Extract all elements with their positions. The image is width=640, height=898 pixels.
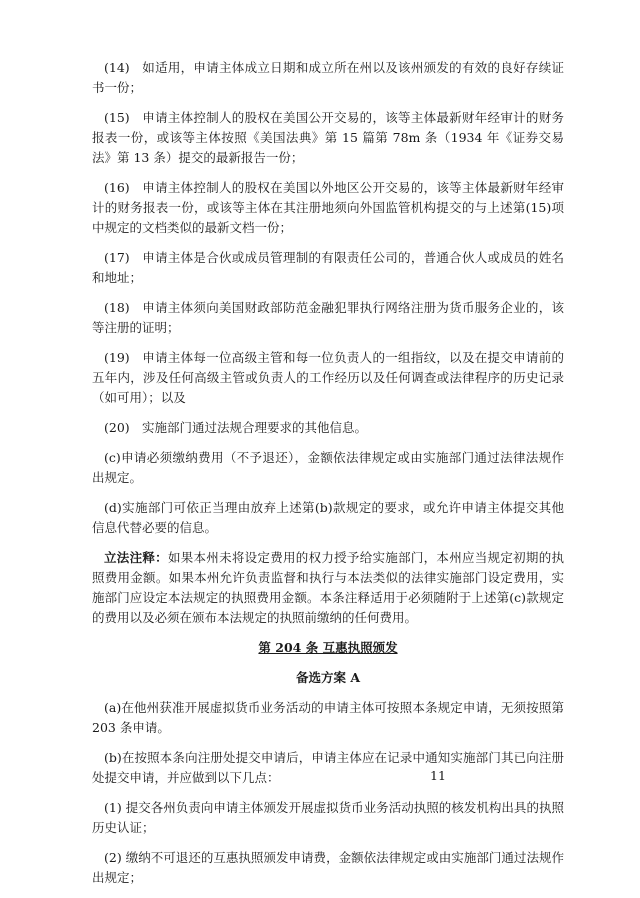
page-number: 11 xyxy=(430,768,446,783)
paragraph-b: (b)在按照本条向注册处提交申请后，申请主体应在记录中通知实施部门其已向注册处提交申请，并应做到以下几点： xyxy=(92,750,564,785)
paragraph-d: (d)实施部门可依正当理由放弃上述第(b)款规定的要求，或允许申请主体提交其他信息代替必要的信息。 xyxy=(92,500,564,535)
item-text: 申请主体须向美国财政部防范金融犯罪执行网络注册为货币服务企业的，该等注册的证明； xyxy=(92,300,564,335)
numbered-item xyxy=(92,248,564,288)
item-number: (19) xyxy=(104,350,130,365)
subitem-2: (2) 缴纳不可退还的互惠执照颁发申请费，金额依法律规定或由实施部门通过法规作出规定； xyxy=(92,850,564,885)
paragraph-a: (a)在他州获准开展虚拟货币业务活动的申请主体可按照本条规定申请，无须按照第 203 条申请。 xyxy=(92,700,564,735)
item-number: (20) xyxy=(104,420,130,435)
numbered-item xyxy=(92,58,564,98)
item-number: (16) xyxy=(104,180,130,195)
item-number: (14) xyxy=(104,60,130,75)
section-title: 第 204 条 互惠执照颁发 xyxy=(258,640,398,655)
numbered-item xyxy=(92,108,564,168)
item-number: (18) xyxy=(104,300,130,315)
item-text: 申请主体控制人的股权在美国公开交易的，该等主体最新财年经审计的财务报表一份，或该等主体按照《美国法典》第 15 篇第 78m 条（1934 年《证券交易法》第 13 条）提交的最新报告一份； xyxy=(92,110,564,165)
item-text: 申请主体每一位高级主管和每一位负责人的一组指纹，以及在提交申请前的五年内，涉及任何高级主管或负责人的工作经历以及任何调查或法律程序的历史记录（如可用）；以及 xyxy=(92,350,564,405)
subitem-1: (1) 提交各州负责向申请主体颁发开展虚拟货币业务活动执照的核发机构出具的执照历史认证； xyxy=(92,800,564,835)
legislative-note xyxy=(92,548,564,628)
numbered-item xyxy=(92,178,564,238)
item-text: 如适用，申请主体成立日期和成立所在州以及该州颁发的有效的良好存续证书一份； xyxy=(92,60,564,95)
item-text: 申请主体控制人的股权在美国以外地区公开交易的，该等主体最新财年经审计的财务报表一份，或该等主体在其注册地须向外国监管机构提交的与上述第(15)项中规定的文档类似的最新文档一份； xyxy=(92,180,564,235)
numbered-item xyxy=(92,298,564,338)
legislative-note-text: 如果本州未将设定费用的权力授予给实施部门，本州应当规定初期的执照费用金额。如果本州允许负责监督和执行与本法类似的法律实施部门设定费用，实施部门应设定本法规定的执照费用金额。本条注释适用于必须随附于上述第(c)款规定的费用以及必须在颁布本法规定的执照前缴纳的任何费用。 xyxy=(92,550,564,625)
numbered-item-list xyxy=(92,58,564,438)
item-number: (17) xyxy=(104,250,130,265)
alternative-title: 备选方案 A xyxy=(295,670,361,685)
document-page xyxy=(92,58,564,898)
numbered-item xyxy=(92,418,564,438)
item-text: 实施部门通过法规合理要求的其他信息。 xyxy=(142,420,368,435)
numbered-item xyxy=(92,348,564,408)
item-text: 申请主体是合伙或成员管理制的有限责任公司的，普通合伙人或成员的姓名和地址； xyxy=(92,250,564,285)
paragraph-c: (c)申请必须缴纳费用（不予退还），金额依法律规定或由实施部门通过法律法规作出规定。 xyxy=(92,450,564,485)
legislative-note-label: 立法注释： xyxy=(104,550,168,565)
item-number: (15) xyxy=(104,110,130,125)
